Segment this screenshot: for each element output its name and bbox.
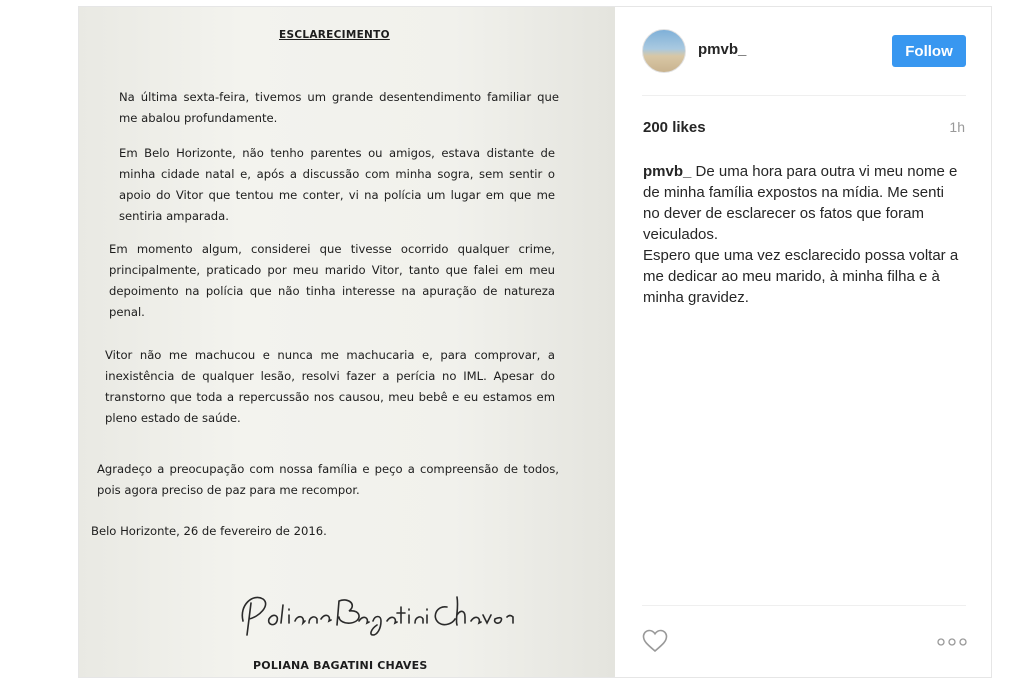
heart-icon <box>642 629 668 653</box>
post-caption <box>643 161 963 308</box>
caption-line <box>643 161 963 245</box>
post-actions <box>616 619 991 669</box>
letter-title: ESCLARECIMENTO <box>279 29 390 41</box>
likes-count[interactable]: 200 likes <box>643 119 706 136</box>
divider <box>642 95 966 96</box>
follow-button[interactable]: Follow <box>892 35 966 67</box>
post-sidebar <box>616 7 991 677</box>
letter-document <box>79 7 615 677</box>
caption-text: De uma hora para outra vi meu nome e de minha família expostos na mídia. Me senti no dever de esclarecer os fatos que foram veiculados. <box>643 163 958 243</box>
post-header <box>616 7 991 95</box>
caption-text: Espero que uma vez esclarecido possa voltar a me dedicar ao meu marido, à minha filha e à minha gravidez. <box>643 247 959 306</box>
handwritten-signature <box>229 585 519 645</box>
like-button[interactable] <box>642 629 668 653</box>
timestamp[interactable]: 1h <box>949 119 965 135</box>
letter-paragraph: Em momento algum, considerei que tivesse ocorrido qualquer crime, principalmente, praticado por meu marido Vitor, tanto que falei em meu depoimento na polícia que não tinha interesse na apuração de natureza penal. <box>109 242 555 319</box>
letter-paragraph: Na última sexta-feira, tivemos um grande desentendimento familiar que me abalou profundamente. <box>119 90 559 125</box>
letter-paragraph: Agradeço a preocupação com nossa família e peço a compreensão de todos, pois agora preciso de paz para me recompor. <box>97 462 559 497</box>
username-link[interactable]: pmvb_ <box>698 41 747 58</box>
letter-paragraph: Vitor não me machucou e nunca me machucaria e, para comprovar, a inexistência de qualquer lesão, resolvi fazer a perícia no IML. Apesar do transtorno que toda a repercussão nos causou, meu bebê e eu estamos em pleno estado de saúde. <box>105 348 555 425</box>
printed-name: POLIANA BAGATINI CHAVES <box>253 659 428 672</box>
caption-username[interactable]: pmvb_ <box>643 163 692 180</box>
post-photo[interactable] <box>79 7 615 677</box>
letter-date-line: Belo Horizonte, 26 de fevereiro de 2016. <box>91 524 327 538</box>
more-options-icon <box>937 635 967 649</box>
letter-paragraph: Em Belo Horizonte, não tenho parentes ou amigos, estava distante de minha cidade natal e, após a discussão com minha sogra, sem sentir o apoio do Vitor que tentou me conter, vi na polícia um lugar em que me sentiria amparada. <box>119 146 555 223</box>
instagram-post <box>78 6 992 678</box>
more-options-button[interactable] <box>937 635 967 649</box>
avatar[interactable] <box>642 29 686 73</box>
divider <box>642 605 966 606</box>
